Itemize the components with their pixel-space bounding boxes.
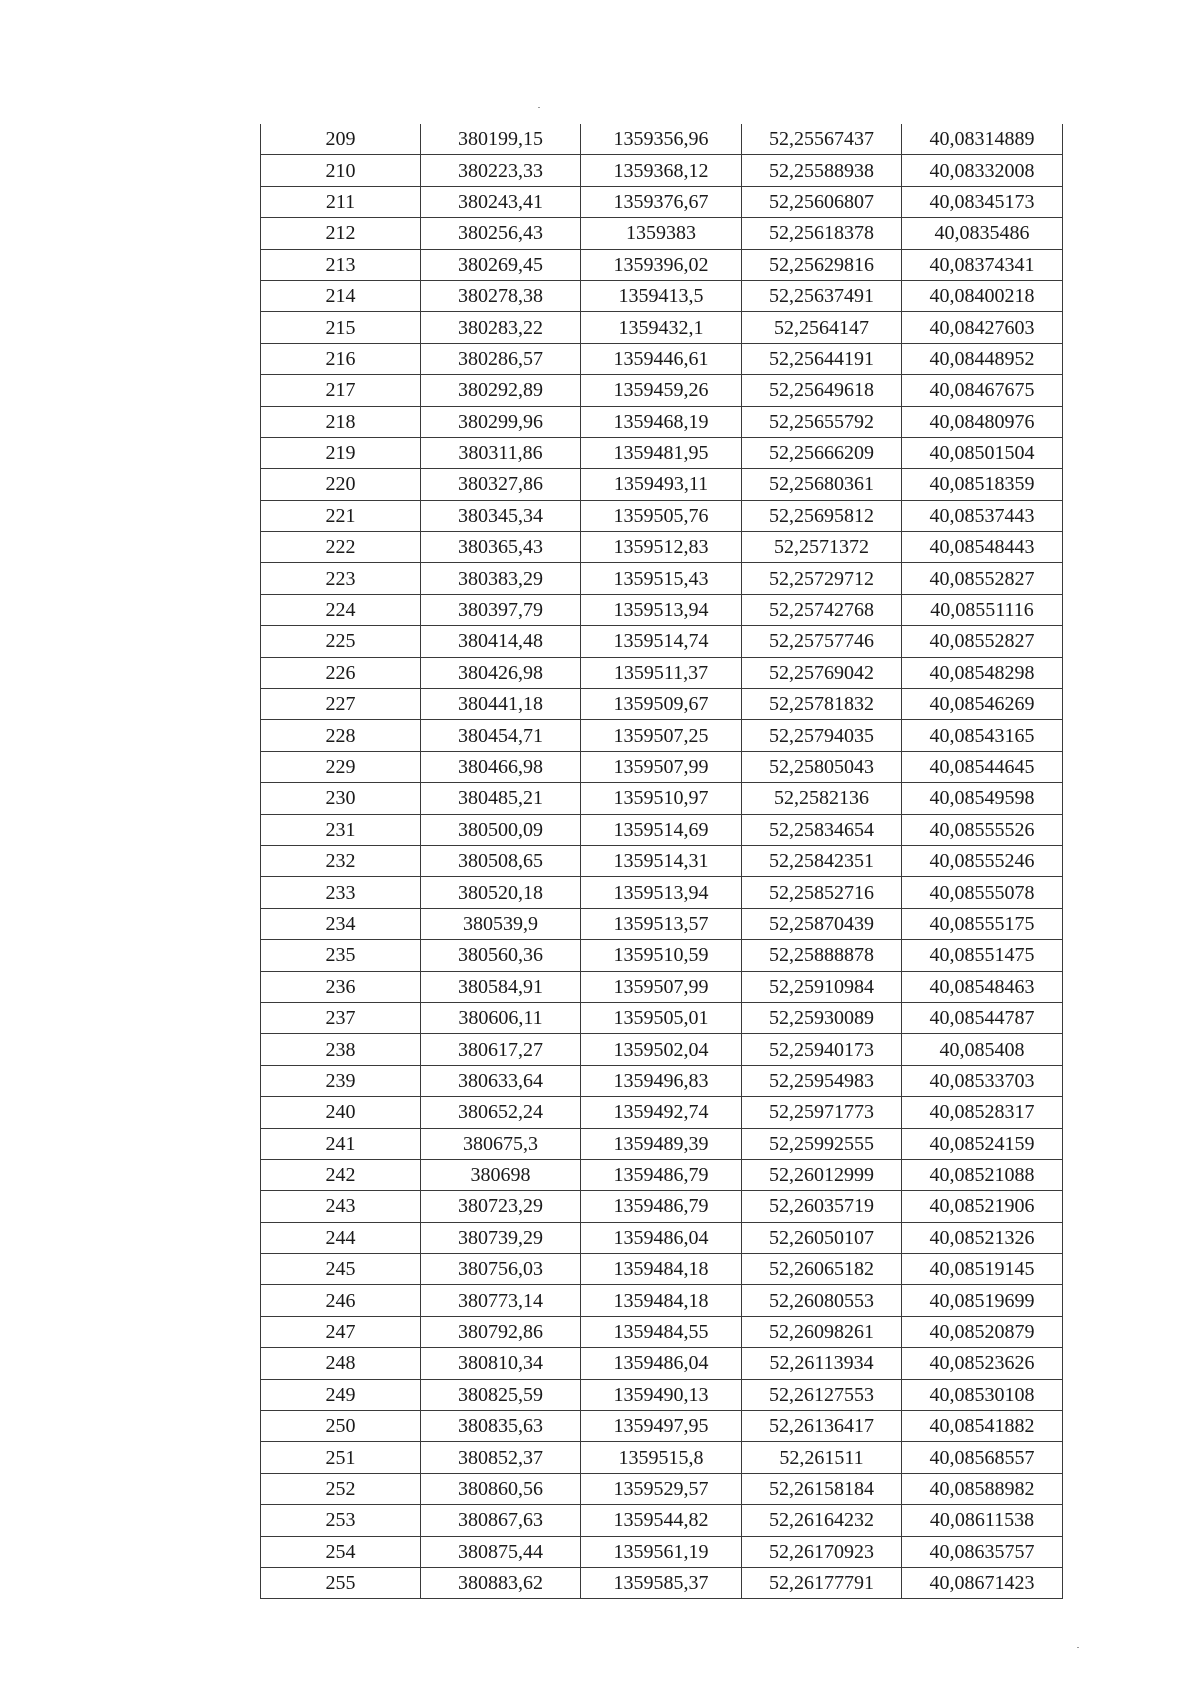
x-coordinate-cell: 380825,59 xyxy=(421,1379,581,1410)
point-number-cell: 246 xyxy=(261,1285,421,1316)
latitude-cell: 52,25794035 xyxy=(742,720,902,751)
x-coordinate-cell: 380441,18 xyxy=(421,689,581,720)
latitude-cell: 52,25588938 xyxy=(742,155,902,186)
x-coordinate-cell: 380560,36 xyxy=(421,940,581,971)
longitude-cell: 40,08635757 xyxy=(902,1536,1063,1567)
scan-speck xyxy=(538,107,540,108)
latitude-cell: 52,26065182 xyxy=(742,1254,902,1285)
coordinates-table-body xyxy=(261,124,1063,1599)
table-row xyxy=(261,971,1063,1002)
latitude-cell: 52,2564147 xyxy=(742,312,902,343)
y-coordinate-cell: 1359509,67 xyxy=(581,689,742,720)
latitude-cell: 52,25649618 xyxy=(742,375,902,406)
table-row xyxy=(261,845,1063,876)
point-number-cell: 238 xyxy=(261,1034,421,1065)
latitude-cell: 52,25870439 xyxy=(742,908,902,939)
latitude-cell: 52,25666209 xyxy=(742,437,902,468)
y-coordinate-cell: 1359496,83 xyxy=(581,1065,742,1096)
point-number-cell: 242 xyxy=(261,1159,421,1190)
longitude-cell: 40,08588982 xyxy=(902,1473,1063,1504)
latitude-cell: 52,25888878 xyxy=(742,940,902,971)
table-row xyxy=(261,406,1063,437)
x-coordinate-cell: 380875,44 xyxy=(421,1536,581,1567)
point-number-cell: 247 xyxy=(261,1316,421,1347)
x-coordinate-cell: 380835,63 xyxy=(421,1411,581,1442)
longitude-cell: 40,08374341 xyxy=(902,249,1063,280)
latitude-cell: 52,26170923 xyxy=(742,1536,902,1567)
x-coordinate-cell: 380606,11 xyxy=(421,1002,581,1033)
y-coordinate-cell: 1359512,83 xyxy=(581,532,742,563)
y-coordinate-cell: 1359376,67 xyxy=(581,186,742,217)
point-number-cell: 241 xyxy=(261,1128,421,1159)
table-row xyxy=(261,249,1063,280)
latitude-cell: 52,26050107 xyxy=(742,1222,902,1253)
point-number-cell: 225 xyxy=(261,626,421,657)
x-coordinate-cell: 380256,43 xyxy=(421,218,581,249)
table-row xyxy=(261,155,1063,186)
table-row xyxy=(261,626,1063,657)
longitude-cell: 40,08537443 xyxy=(902,500,1063,531)
point-number-cell: 248 xyxy=(261,1348,421,1379)
x-coordinate-cell: 380466,98 xyxy=(421,751,581,782)
y-coordinate-cell: 1359507,99 xyxy=(581,971,742,1002)
x-coordinate-cell: 380292,89 xyxy=(421,375,581,406)
x-coordinate-cell: 380345,34 xyxy=(421,500,581,531)
x-coordinate-cell: 380278,38 xyxy=(421,280,581,311)
x-coordinate-cell: 380810,34 xyxy=(421,1348,581,1379)
latitude-cell: 52,25769042 xyxy=(742,657,902,688)
y-coordinate-cell: 1359396,02 xyxy=(581,249,742,280)
x-coordinate-cell: 380792,86 xyxy=(421,1316,581,1347)
longitude-cell: 40,08548443 xyxy=(902,532,1063,563)
y-coordinate-cell: 1359513,94 xyxy=(581,594,742,625)
x-coordinate-cell: 380311,86 xyxy=(421,437,581,468)
table-row xyxy=(261,1411,1063,1442)
longitude-cell: 40,08541882 xyxy=(902,1411,1063,1442)
table-row xyxy=(261,1316,1063,1347)
point-number-cell: 250 xyxy=(261,1411,421,1442)
x-coordinate-cell: 380723,29 xyxy=(421,1191,581,1222)
table-row xyxy=(261,1379,1063,1410)
table-row xyxy=(261,1034,1063,1065)
point-number-cell: 251 xyxy=(261,1442,421,1473)
table-row xyxy=(261,1191,1063,1222)
x-coordinate-cell: 380883,62 xyxy=(421,1567,581,1598)
table-row xyxy=(261,1097,1063,1128)
y-coordinate-cell: 1359513,94 xyxy=(581,877,742,908)
y-coordinate-cell: 1359515,8 xyxy=(581,1442,742,1473)
point-number-cell: 211 xyxy=(261,186,421,217)
y-coordinate-cell: 1359529,57 xyxy=(581,1473,742,1504)
point-number-cell: 226 xyxy=(261,657,421,688)
y-coordinate-cell: 1359490,13 xyxy=(581,1379,742,1410)
point-number-cell: 218 xyxy=(261,406,421,437)
table-row xyxy=(261,1254,1063,1285)
point-number-cell: 213 xyxy=(261,249,421,280)
coordinates-table xyxy=(260,124,1063,1599)
point-number-cell: 230 xyxy=(261,783,421,814)
point-number-cell: 219 xyxy=(261,437,421,468)
latitude-cell: 52,25834654 xyxy=(742,814,902,845)
latitude-cell: 52,25606807 xyxy=(742,186,902,217)
latitude-cell: 52,2582136 xyxy=(742,783,902,814)
table-row xyxy=(261,1222,1063,1253)
scan-speck xyxy=(1077,1647,1079,1648)
longitude-cell: 40,08543165 xyxy=(902,720,1063,751)
point-number-cell: 240 xyxy=(261,1097,421,1128)
longitude-cell: 40,08548463 xyxy=(902,971,1063,1002)
latitude-cell: 52,26136417 xyxy=(742,1411,902,1442)
point-number-cell: 210 xyxy=(261,155,421,186)
longitude-cell: 40,08400218 xyxy=(902,280,1063,311)
table-row xyxy=(261,124,1063,155)
point-number-cell: 252 xyxy=(261,1473,421,1504)
table-row xyxy=(261,1567,1063,1598)
x-coordinate-cell: 380860,56 xyxy=(421,1473,581,1504)
longitude-cell: 40,08555078 xyxy=(902,877,1063,908)
latitude-cell: 52,25567437 xyxy=(742,124,902,155)
latitude-cell: 52,25910984 xyxy=(742,971,902,1002)
longitude-cell: 40,08521326 xyxy=(902,1222,1063,1253)
longitude-cell: 40,08544645 xyxy=(902,751,1063,782)
y-coordinate-cell: 1359510,97 xyxy=(581,783,742,814)
latitude-cell: 52,25629816 xyxy=(742,249,902,280)
longitude-cell: 40,08548298 xyxy=(902,657,1063,688)
longitude-cell: 40,08314889 xyxy=(902,124,1063,155)
y-coordinate-cell: 1359505,01 xyxy=(581,1002,742,1033)
longitude-cell: 40,08523626 xyxy=(902,1348,1063,1379)
latitude-cell: 52,25729712 xyxy=(742,563,902,594)
latitude-cell: 52,25644191 xyxy=(742,343,902,374)
y-coordinate-cell: 1359505,76 xyxy=(581,500,742,531)
point-number-cell: 228 xyxy=(261,720,421,751)
longitude-cell: 40,08524159 xyxy=(902,1128,1063,1159)
y-coordinate-cell: 1359510,59 xyxy=(581,940,742,971)
latitude-cell: 52,25930089 xyxy=(742,1002,902,1033)
y-coordinate-cell: 1359544,82 xyxy=(581,1505,742,1536)
table-row xyxy=(261,657,1063,688)
y-coordinate-cell: 1359489,39 xyxy=(581,1128,742,1159)
x-coordinate-cell: 380500,09 xyxy=(421,814,581,845)
x-coordinate-cell: 380508,65 xyxy=(421,845,581,876)
y-coordinate-cell: 1359468,19 xyxy=(581,406,742,437)
y-coordinate-cell: 1359514,74 xyxy=(581,626,742,657)
point-number-cell: 234 xyxy=(261,908,421,939)
point-number-cell: 212 xyxy=(261,218,421,249)
point-number-cell: 224 xyxy=(261,594,421,625)
point-number-cell: 216 xyxy=(261,343,421,374)
table-row xyxy=(261,532,1063,563)
x-coordinate-cell: 380773,14 xyxy=(421,1285,581,1316)
x-coordinate-cell: 380199,15 xyxy=(421,124,581,155)
point-number-cell: 214 xyxy=(261,280,421,311)
table-row xyxy=(261,1002,1063,1033)
point-number-cell: 233 xyxy=(261,877,421,908)
y-coordinate-cell: 1359514,69 xyxy=(581,814,742,845)
x-coordinate-cell: 380633,64 xyxy=(421,1065,581,1096)
x-coordinate-cell: 380739,29 xyxy=(421,1222,581,1253)
latitude-cell: 52,25992555 xyxy=(742,1128,902,1159)
x-coordinate-cell: 380485,21 xyxy=(421,783,581,814)
point-number-cell: 222 xyxy=(261,532,421,563)
x-coordinate-cell: 380327,86 xyxy=(421,469,581,500)
x-coordinate-cell: 380283,22 xyxy=(421,312,581,343)
table-row xyxy=(261,563,1063,594)
longitude-cell: 40,08501504 xyxy=(902,437,1063,468)
longitude-cell: 40,08521088 xyxy=(902,1159,1063,1190)
table-row xyxy=(261,186,1063,217)
longitude-cell: 40,0835486 xyxy=(902,218,1063,249)
point-number-cell: 231 xyxy=(261,814,421,845)
latitude-cell: 52,25637491 xyxy=(742,280,902,311)
y-coordinate-cell: 1359484,18 xyxy=(581,1285,742,1316)
longitude-cell: 40,08552827 xyxy=(902,626,1063,657)
y-coordinate-cell: 1359368,12 xyxy=(581,155,742,186)
y-coordinate-cell: 1359511,37 xyxy=(581,657,742,688)
x-coordinate-cell: 380756,03 xyxy=(421,1254,581,1285)
latitude-cell: 52,26098261 xyxy=(742,1316,902,1347)
point-number-cell: 220 xyxy=(261,469,421,500)
table-row xyxy=(261,720,1063,751)
y-coordinate-cell: 1359486,04 xyxy=(581,1222,742,1253)
longitude-cell: 40,08530108 xyxy=(902,1379,1063,1410)
y-coordinate-cell: 1359484,18 xyxy=(581,1254,742,1285)
latitude-cell: 52,25852716 xyxy=(742,877,902,908)
latitude-cell: 52,261511 xyxy=(742,1442,902,1473)
x-coordinate-cell: 380243,41 xyxy=(421,186,581,217)
y-coordinate-cell: 1359585,37 xyxy=(581,1567,742,1598)
longitude-cell: 40,08518359 xyxy=(902,469,1063,500)
table-row xyxy=(261,218,1063,249)
longitude-cell: 40,08528317 xyxy=(902,1097,1063,1128)
y-coordinate-cell: 1359432,1 xyxy=(581,312,742,343)
point-number-cell: 243 xyxy=(261,1191,421,1222)
x-coordinate-cell: 380383,29 xyxy=(421,563,581,594)
table-row xyxy=(261,469,1063,500)
point-number-cell: 223 xyxy=(261,563,421,594)
point-number-cell: 215 xyxy=(261,312,421,343)
longitude-cell: 40,08555246 xyxy=(902,845,1063,876)
table-row xyxy=(261,814,1063,845)
longitude-cell: 40,08555175 xyxy=(902,908,1063,939)
point-number-cell: 244 xyxy=(261,1222,421,1253)
longitude-cell: 40,08551475 xyxy=(902,940,1063,971)
latitude-cell: 52,26158184 xyxy=(742,1473,902,1504)
table-row xyxy=(261,877,1063,908)
x-coordinate-cell: 380584,91 xyxy=(421,971,581,1002)
longitude-cell: 40,08546269 xyxy=(902,689,1063,720)
longitude-cell: 40,08544787 xyxy=(902,1002,1063,1033)
table-row xyxy=(261,1065,1063,1096)
longitude-cell: 40,08551116 xyxy=(902,594,1063,625)
longitude-cell: 40,08467675 xyxy=(902,375,1063,406)
y-coordinate-cell: 1359356,96 xyxy=(581,124,742,155)
latitude-cell: 52,25618378 xyxy=(742,218,902,249)
x-coordinate-cell: 380365,43 xyxy=(421,532,581,563)
y-coordinate-cell: 1359493,11 xyxy=(581,469,742,500)
latitude-cell: 52,26035719 xyxy=(742,1191,902,1222)
y-coordinate-cell: 1359446,61 xyxy=(581,343,742,374)
longitude-cell: 40,08611538 xyxy=(902,1505,1063,1536)
latitude-cell: 52,25680361 xyxy=(742,469,902,500)
y-coordinate-cell: 1359413,5 xyxy=(581,280,742,311)
y-coordinate-cell: 1359486,04 xyxy=(581,1348,742,1379)
x-coordinate-cell: 380539,9 xyxy=(421,908,581,939)
x-coordinate-cell: 380867,63 xyxy=(421,1505,581,1536)
table-row xyxy=(261,1159,1063,1190)
y-coordinate-cell: 1359492,74 xyxy=(581,1097,742,1128)
x-coordinate-cell: 380397,79 xyxy=(421,594,581,625)
latitude-cell: 52,25954983 xyxy=(742,1065,902,1096)
latitude-cell: 52,26012999 xyxy=(742,1159,902,1190)
latitude-cell: 52,26177791 xyxy=(742,1567,902,1598)
latitude-cell: 52,26127553 xyxy=(742,1379,902,1410)
y-coordinate-cell: 1359486,79 xyxy=(581,1159,742,1190)
longitude-cell: 40,08552827 xyxy=(902,563,1063,594)
longitude-cell: 40,08427603 xyxy=(902,312,1063,343)
longitude-cell: 40,08533703 xyxy=(902,1065,1063,1096)
table-row xyxy=(261,751,1063,782)
x-coordinate-cell: 380698 xyxy=(421,1159,581,1190)
y-coordinate-cell: 1359502,04 xyxy=(581,1034,742,1065)
latitude-cell: 52,25695812 xyxy=(742,500,902,531)
table-row xyxy=(261,1285,1063,1316)
y-coordinate-cell: 1359383 xyxy=(581,218,742,249)
table-row xyxy=(261,1473,1063,1504)
table-row xyxy=(261,1128,1063,1159)
point-number-cell: 255 xyxy=(261,1567,421,1598)
longitude-cell: 40,08549598 xyxy=(902,783,1063,814)
longitude-cell: 40,08345173 xyxy=(902,186,1063,217)
y-coordinate-cell: 1359561,19 xyxy=(581,1536,742,1567)
x-coordinate-cell: 380286,57 xyxy=(421,343,581,374)
table-row xyxy=(261,312,1063,343)
table-row xyxy=(261,280,1063,311)
table-row xyxy=(261,500,1063,531)
x-coordinate-cell: 380269,45 xyxy=(421,249,581,280)
point-number-cell: 254 xyxy=(261,1536,421,1567)
point-number-cell: 249 xyxy=(261,1379,421,1410)
point-number-cell: 237 xyxy=(261,1002,421,1033)
latitude-cell: 52,25757746 xyxy=(742,626,902,657)
point-number-cell: 232 xyxy=(261,845,421,876)
y-coordinate-cell: 1359513,57 xyxy=(581,908,742,939)
latitude-cell: 52,25842351 xyxy=(742,845,902,876)
table-row xyxy=(261,375,1063,406)
latitude-cell: 52,25655792 xyxy=(742,406,902,437)
x-coordinate-cell: 380299,96 xyxy=(421,406,581,437)
x-coordinate-cell: 380454,71 xyxy=(421,720,581,751)
latitude-cell: 52,26164232 xyxy=(742,1505,902,1536)
x-coordinate-cell: 380414,48 xyxy=(421,626,581,657)
table-row xyxy=(261,1536,1063,1567)
y-coordinate-cell: 1359515,43 xyxy=(581,563,742,594)
latitude-cell: 52,2571372 xyxy=(742,532,902,563)
x-coordinate-cell: 380617,27 xyxy=(421,1034,581,1065)
y-coordinate-cell: 1359484,55 xyxy=(581,1316,742,1347)
longitude-cell: 40,085408 xyxy=(902,1034,1063,1065)
longitude-cell: 40,08519699 xyxy=(902,1285,1063,1316)
point-number-cell: 221 xyxy=(261,500,421,531)
point-number-cell: 227 xyxy=(261,689,421,720)
x-coordinate-cell: 380675,3 xyxy=(421,1128,581,1159)
latitude-cell: 52,26113934 xyxy=(742,1348,902,1379)
y-coordinate-cell: 1359481,95 xyxy=(581,437,742,468)
longitude-cell: 40,08448952 xyxy=(902,343,1063,374)
longitude-cell: 40,08521906 xyxy=(902,1191,1063,1222)
y-coordinate-cell: 1359497,95 xyxy=(581,1411,742,1442)
latitude-cell: 52,25971773 xyxy=(742,1097,902,1128)
table-row xyxy=(261,343,1063,374)
x-coordinate-cell: 380223,33 xyxy=(421,155,581,186)
table-row xyxy=(261,1505,1063,1536)
longitude-cell: 40,08568557 xyxy=(902,1442,1063,1473)
table-row xyxy=(261,783,1063,814)
y-coordinate-cell: 1359514,31 xyxy=(581,845,742,876)
table-row xyxy=(261,437,1063,468)
table-row xyxy=(261,1348,1063,1379)
table-row xyxy=(261,1442,1063,1473)
point-number-cell: 209 xyxy=(261,124,421,155)
latitude-cell: 52,25805043 xyxy=(742,751,902,782)
x-coordinate-cell: 380852,37 xyxy=(421,1442,581,1473)
table-row xyxy=(261,689,1063,720)
table-row xyxy=(261,940,1063,971)
longitude-cell: 40,08480976 xyxy=(902,406,1063,437)
x-coordinate-cell: 380652,24 xyxy=(421,1097,581,1128)
point-number-cell: 217 xyxy=(261,375,421,406)
latitude-cell: 52,26080553 xyxy=(742,1285,902,1316)
y-coordinate-cell: 1359507,25 xyxy=(581,720,742,751)
latitude-cell: 52,25940173 xyxy=(742,1034,902,1065)
y-coordinate-cell: 1359507,99 xyxy=(581,751,742,782)
table-row xyxy=(261,594,1063,625)
longitude-cell: 40,08332008 xyxy=(902,155,1063,186)
longitude-cell: 40,08555526 xyxy=(902,814,1063,845)
point-number-cell: 245 xyxy=(261,1254,421,1285)
point-number-cell: 235 xyxy=(261,940,421,971)
table-row xyxy=(261,908,1063,939)
point-number-cell: 236 xyxy=(261,971,421,1002)
y-coordinate-cell: 1359486,79 xyxy=(581,1191,742,1222)
point-number-cell: 229 xyxy=(261,751,421,782)
longitude-cell: 40,08671423 xyxy=(902,1567,1063,1598)
x-coordinate-cell: 380520,18 xyxy=(421,877,581,908)
point-number-cell: 253 xyxy=(261,1505,421,1536)
longitude-cell: 40,08520879 xyxy=(902,1316,1063,1347)
latitude-cell: 52,25742768 xyxy=(742,594,902,625)
point-number-cell: 239 xyxy=(261,1065,421,1096)
longitude-cell: 40,08519145 xyxy=(902,1254,1063,1285)
latitude-cell: 52,25781832 xyxy=(742,689,902,720)
x-coordinate-cell: 380426,98 xyxy=(421,657,581,688)
y-coordinate-cell: 1359459,26 xyxy=(581,375,742,406)
